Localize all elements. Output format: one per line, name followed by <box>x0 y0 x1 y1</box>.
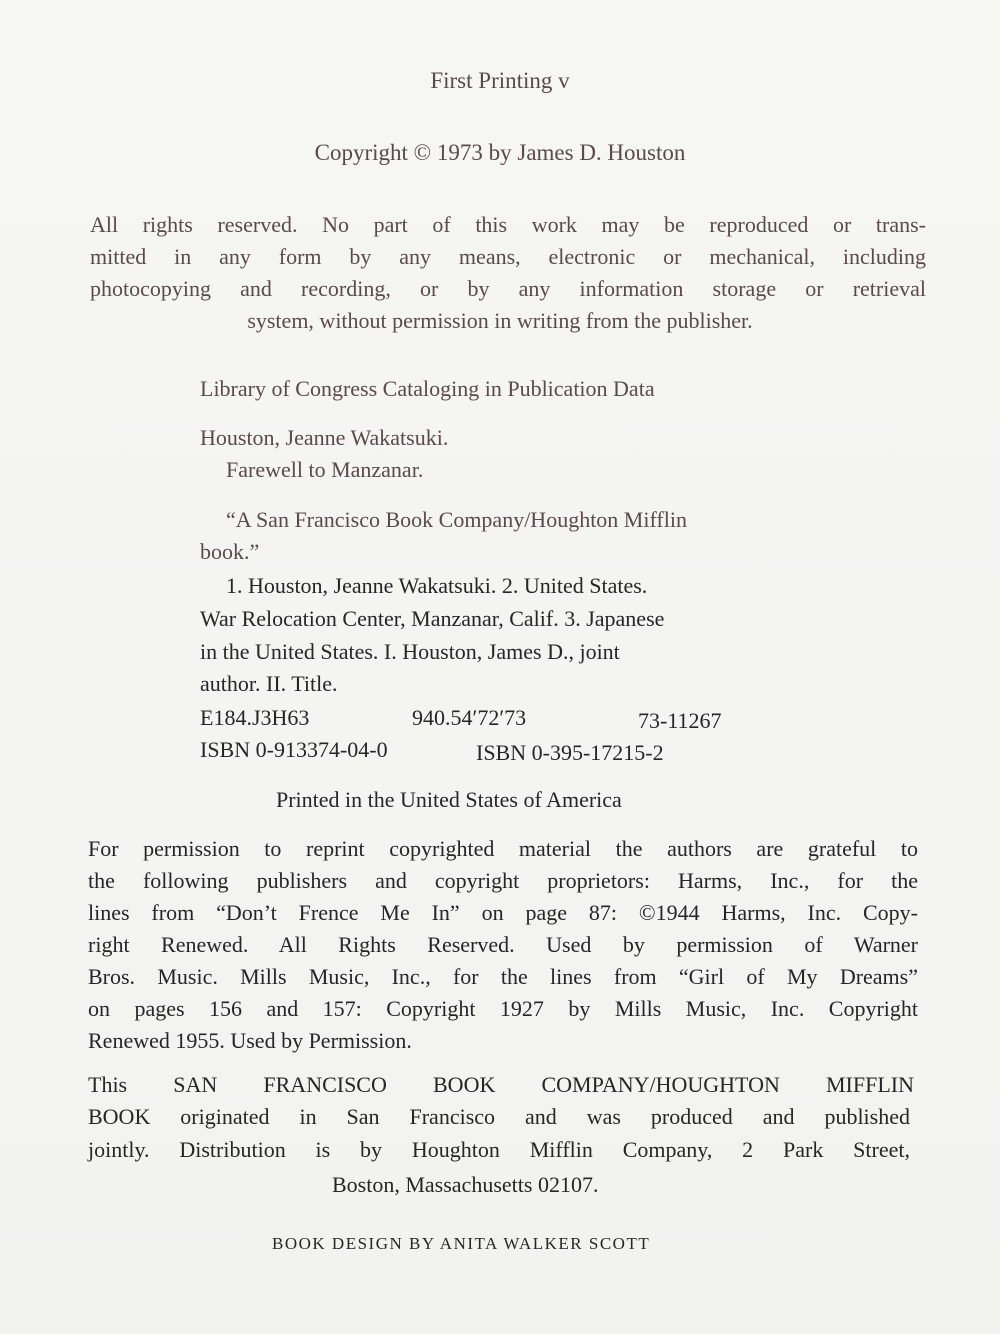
cip-note: book.” <box>200 539 260 564</box>
cip-call-number: E184.J3H63 <box>200 705 310 730</box>
cip-subject: author. II. Title. <box>200 671 338 696</box>
cip-note: “A San Francisco Book Company/Houghton Mifflin <box>226 507 687 532</box>
cip-heading: Library of Congress Cataloging in Publication Data <box>200 376 655 401</box>
permissions-line: right Renewed. All Rights Reserved. Used by permission of Warner <box>88 932 918 957</box>
rights-line: All rights reserved. No part of this work may be reproduced or trans- <box>90 212 926 237</box>
rights-line: mitted in any form by any means, electronic or mechanical, including <box>90 244 926 269</box>
publisher-line: jointly. Distribution is by Houghton Mifflin Company, 2 Park Street, <box>88 1137 910 1162</box>
printed-in-line: Printed in the United States of America <box>276 787 622 812</box>
cip-dewey: 940.54′72′73 <box>412 705 527 730</box>
cip-subject: in the United States. I. Houston, James D., joint <box>200 639 620 664</box>
permissions-line: For permission to reprint copyrighted material the authors are grateful to <box>88 836 918 861</box>
publisher-line: BOOK originated in San Francisco and was produced and published <box>88 1104 910 1129</box>
publisher-line: This SAN FRANCISCO BOOK COMPANY/HOUGHTON MIFFLIN <box>88 1072 914 1097</box>
rights-line: system, without permission in writing from the publisher. <box>247 308 753 333</box>
copyright-line: Copyright © 1973 by James D. Houston <box>314 140 686 165</box>
cip-subject: 1. Houston, Jeanne Wakatsuki. 2. United States. <box>226 573 648 598</box>
cip-isbn: ISBN 0-395-17215-2 <box>476 740 664 765</box>
permissions-line: on pages 156 and 157: Copyright 1927 by Mills Music, Inc. Copyright <box>88 996 918 1021</box>
permissions-line: Bros. Music. Mills Music, Inc., for the lines from “Girl of My Dreams” <box>88 964 918 989</box>
permissions-line: lines from “Don’t Frence Me In” on page 87: ©1944 Harms, Inc. Copy- <box>88 900 918 925</box>
printing-line: First Printing v <box>430 68 570 93</box>
cip-title: Farewell to Manzanar. <box>226 457 424 482</box>
permissions-line: Renewed 1955. Used by Permission. <box>88 1028 412 1053</box>
cip-lccn: 73-11267 <box>638 708 722 733</box>
cip-isbn: ISBN 0-913374-04-0 <box>200 737 388 762</box>
permissions-line: the following publishers and copyright proprietors: Harms, Inc., for the <box>88 868 918 893</box>
publisher-line: Boston, Massachusetts 02107. <box>332 1172 599 1197</box>
cip-subject: War Relocation Center, Manzanar, Calif. 3. Japanese <box>200 606 665 631</box>
book-design-credit: BOOK DESIGN BY ANITA WALKER SCOTT <box>272 1234 651 1253</box>
rights-line: photocopying and recording, or by any information storage or retrieval <box>90 276 926 301</box>
cip-author: Houston, Jeanne Wakatsuki. <box>200 425 449 450</box>
